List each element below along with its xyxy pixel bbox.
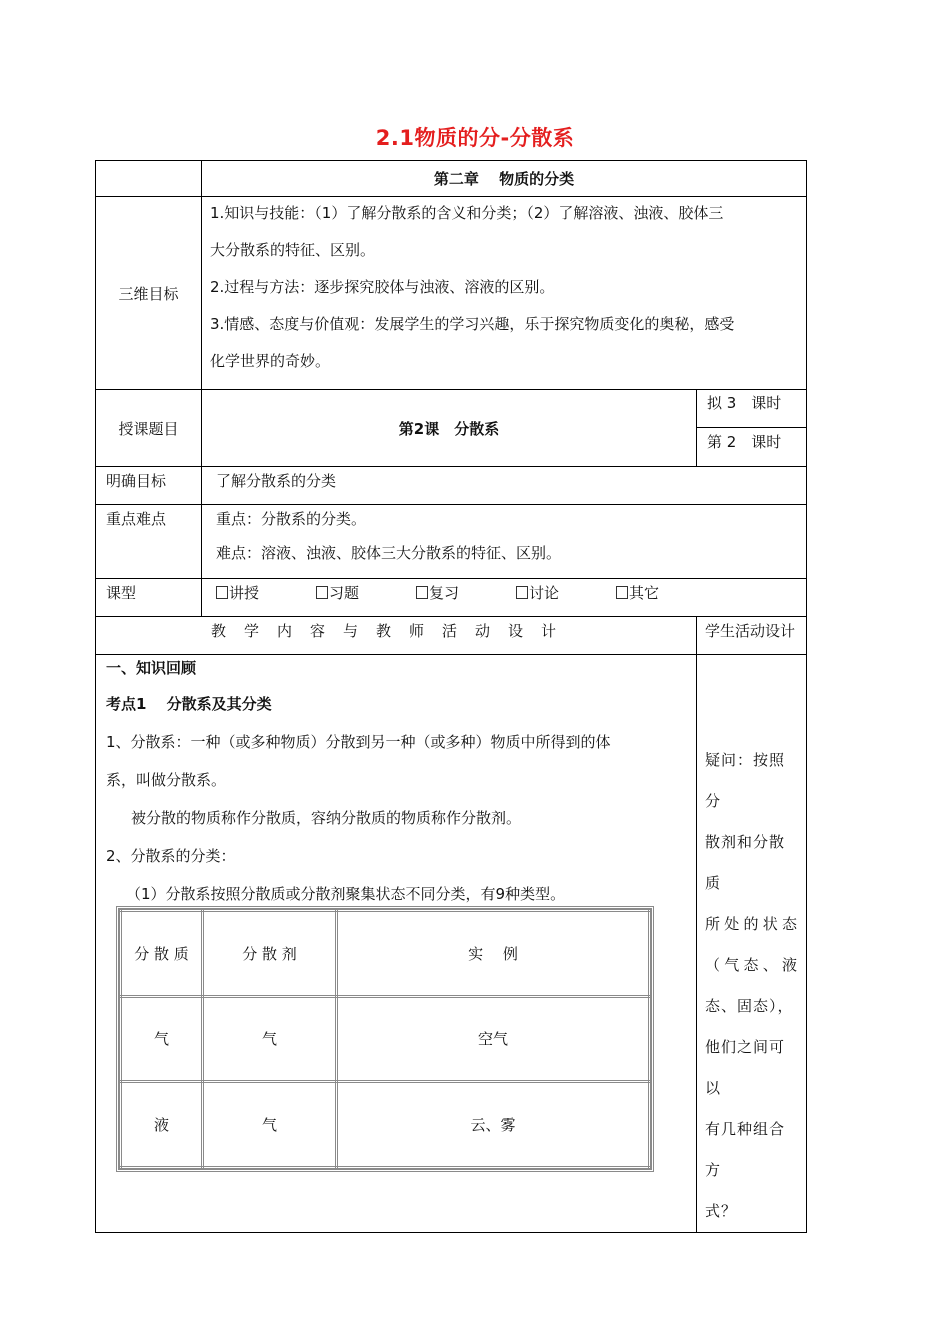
type-option-other[interactable]: 其它 (616, 579, 716, 607)
objective-label: 明确目标 (96, 467, 202, 505)
type-option-lecture[interactable]: 讲授 (216, 579, 316, 607)
page-title: 2.1物质的分-分散系 (375, 126, 575, 150)
key-difficulty: 难点：溶液、浊液、胶体三大分散系的特征、区别。 (216, 544, 562, 562)
goals-line: 化学世界的奇妙。 (210, 352, 331, 370)
paragraph: （1）分散系按照分散质或分散剂聚集状态不同分类，有9种类型。 (126, 885, 566, 903)
classification-table (116, 906, 654, 1172)
objective-text: 了解分散系的分类 (202, 467, 807, 505)
goals-label: 三维目标 (96, 197, 202, 390)
goals-line: 1.知识与技能：（1）了解分散系的含义和分类；（2）了解溶液、浊液、胶体三 (210, 204, 724, 222)
lesson-title: 第2课 分散系 (202, 390, 697, 467)
planned-hours: 拟 3 课时 (697, 390, 806, 428)
side-line: 他们之间可以 (705, 1038, 786, 1097)
checkbox-icon (316, 586, 328, 599)
current-hours: 第 2 课时 (707, 433, 782, 451)
table-cell: 气 (203, 996, 337, 1082)
lesson-hours (697, 390, 807, 467)
side-line: 所处的状态 (705, 915, 798, 933)
side-line: 有几种组合方 (705, 1120, 786, 1179)
table-cell: 气 (121, 996, 203, 1082)
table-header: 分 散 质 (121, 911, 203, 997)
point-heading: 考点1 分散系及其分类 (106, 695, 272, 713)
lesson-label: 授课题目 (96, 390, 202, 467)
side-line: 式？ (705, 1202, 738, 1220)
side-line: 散剂和分散质 (705, 833, 786, 892)
goals-line: 2.过程与方法：逐步探究胶体与浊液、溶液的区别。 (210, 278, 555, 296)
student-activity-cell (697, 655, 807, 1233)
side-line: （气态、液 (705, 956, 798, 974)
table-row (121, 996, 650, 1082)
paragraph: 2、分散系的分类： (106, 847, 236, 865)
design-header: 教学内容与教师活动设计 (96, 617, 697, 655)
key-label: 重点难点 (96, 505, 202, 579)
checkbox-icon (616, 586, 628, 599)
table-header: 分 散 剂 (203, 911, 337, 997)
type-option-review[interactable]: 复习 (416, 579, 516, 607)
chapter-title: 第二章 物质的分类 (202, 161, 807, 197)
paragraph: 系，叫做分散系。 (106, 771, 227, 789)
side-line: 疑问：按照分 (705, 751, 786, 810)
design-content (96, 655, 697, 1233)
table-cell: 云、雾 (337, 1082, 650, 1168)
type-options (202, 579, 807, 617)
table-cell: 气 (203, 1082, 337, 1168)
checkbox-icon (516, 586, 528, 599)
goals-line: 3.情感、态度与价值观：发展学生的学习兴趣，乐于探究物质变化的奥秘，感受 (210, 315, 735, 333)
table-cell: 液 (121, 1082, 203, 1168)
table-header: 实 例 (337, 911, 650, 997)
type-option-exercise[interactable]: 习题 (316, 579, 416, 607)
key-cell (202, 505, 807, 579)
checkbox-icon (416, 586, 428, 599)
lesson-plan-table (95, 160, 807, 1233)
goals-cell (202, 197, 807, 390)
section-heading: 一、知识回顾 (106, 659, 197, 677)
key-focus: 重点：分散系的分类。 (216, 510, 367, 528)
side-line: 态、固态）， (705, 997, 794, 1015)
table-row (121, 1082, 650, 1168)
type-label: 课型 (96, 579, 202, 617)
student-activity-header: 学生活动设计 (697, 617, 807, 655)
table-cell: 空气 (337, 996, 650, 1082)
paragraph: 被分散的物质称作分散质，容纳分散质的物质称作分散剂。 (131, 809, 522, 827)
type-option-discussion[interactable]: 讨论 (516, 579, 616, 607)
paragraph: 1、分散系：一种（或多种物质）分散到另一种（或多种）物质中所得到的体 (106, 733, 611, 751)
checkbox-icon (216, 586, 228, 599)
goals-line: 大分散系的特征、区别。 (210, 241, 376, 259)
